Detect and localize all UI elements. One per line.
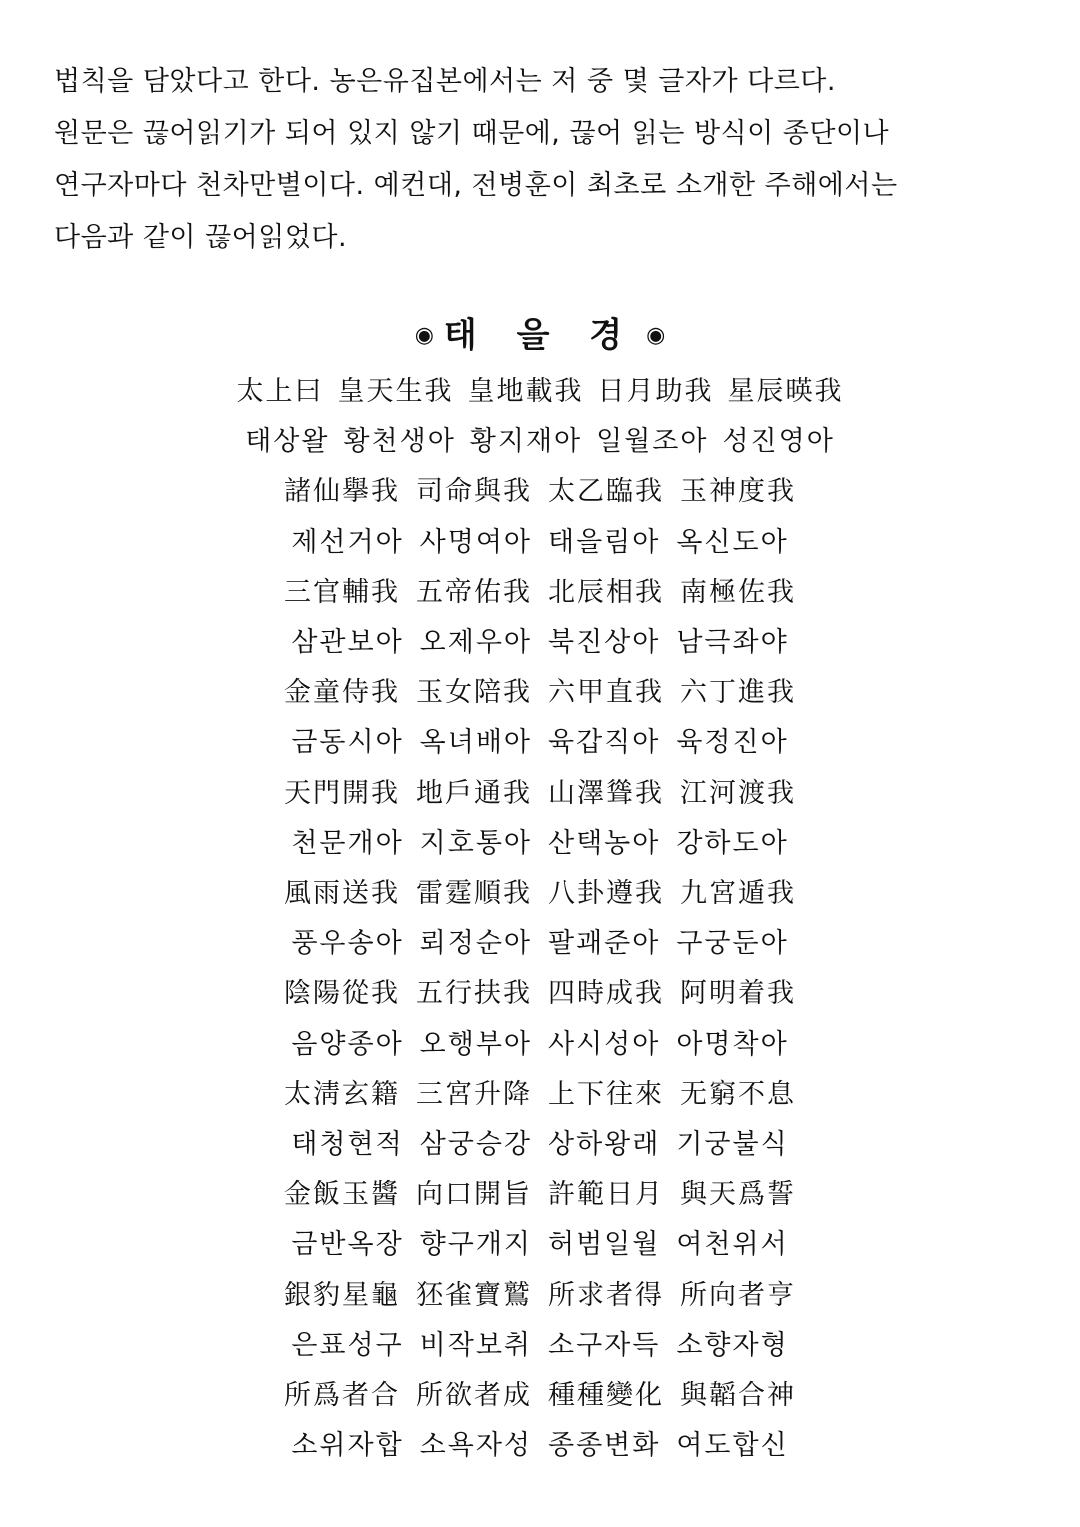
verse-phrase: 삼관보아 <box>291 627 404 658</box>
verse-phrase: 황천생아 <box>343 426 456 458</box>
verse-phrase: 風雨送我 <box>284 878 400 909</box>
verse-phrase: 옥신도아 <box>676 526 789 558</box>
verse-phrase: 六丁進我 <box>680 677 796 709</box>
verse-phrase: 地戶通我 <box>416 777 532 809</box>
verse-phrase: 오제우아 <box>419 627 532 658</box>
verse-phrase: 許範日月 <box>548 1179 664 1211</box>
hanja-verse-line <box>0 1073 1080 1117</box>
verse-phrase: 太上曰 <box>236 376 324 407</box>
verse-phrase: 五帝佑我 <box>416 576 532 608</box>
verse-phrase: 所欲者成 <box>416 1380 532 1411</box>
verse-phrase: 산택농아 <box>548 827 661 859</box>
verse-phrase: 상하왕래 <box>548 1129 661 1160</box>
verse-phrase: 江河渡我 <box>680 777 796 809</box>
hangul-verse-line <box>0 1324 1080 1368</box>
hangul-verse-line <box>0 420 1080 464</box>
hangul-verse-line <box>0 521 1080 565</box>
verse-phrase: 팔괘준아 <box>548 928 661 960</box>
verse-phrase: 금동시아 <box>291 727 404 759</box>
verse-phrase: 山澤聳我 <box>548 777 664 809</box>
verse-phrase: 소위자합 <box>291 1430 404 1462</box>
verse-phrase: 구궁둔아 <box>676 928 789 960</box>
verse-phrase: 日月助我 <box>597 376 714 407</box>
hanja-verse-line <box>0 1173 1080 1217</box>
bullseye-icon: ◉ <box>646 322 666 348</box>
verse-phrase: 풍우송아 <box>291 928 404 960</box>
hangul-verse-line <box>0 621 1080 665</box>
verse-phrase: 소욕자성 <box>419 1430 532 1462</box>
hanja-verse-line <box>0 571 1080 615</box>
verse-phrase: 陰陽從我 <box>284 978 400 1010</box>
verse-phrase: 황지재아 <box>469 426 583 458</box>
hangul-verse-line <box>0 1123 1080 1167</box>
verse-phrase: 六甲直我 <box>548 677 664 709</box>
verse-phrase: 所向者亨 <box>680 1279 796 1311</box>
verse-phrase: 與韜合神 <box>680 1380 796 1411</box>
verse-phrase: 上下往來 <box>548 1078 664 1110</box>
verse-phrase: 아명착아 <box>676 1028 789 1060</box>
verse-phrase: 八卦遵我 <box>548 878 664 909</box>
section-heading <box>0 308 1080 362</box>
intro-line: 연구자마다 천차만별이다. 예컨대, 전병훈이 최초로 소개한 주해에서는 <box>54 170 898 201</box>
hangul-verse-line <box>0 1424 1080 1468</box>
verse-phrase: 은표성구 <box>291 1329 404 1361</box>
verse-phrase: 玉神度我 <box>680 476 796 508</box>
verse-phrase: 태청현적 <box>291 1129 404 1160</box>
hanja-verse-line <box>0 872 1080 916</box>
intro-line: 다음과 같이 끊어읽었다. <box>54 222 348 253</box>
hanja-verse-line <box>0 470 1080 514</box>
verse-phrase: 皇天生我 <box>337 376 454 407</box>
verse-phrase: 諸仙擧我 <box>284 476 400 508</box>
hanja-verse-line <box>0 671 1080 715</box>
verse-phrase: 所求者得 <box>548 1279 664 1311</box>
verse-phrase: 삼궁승강 <box>419 1129 532 1160</box>
section-title: 태 을 경 <box>443 315 637 356</box>
hangul-verse-line <box>0 922 1080 966</box>
verse-phrase: 옥녀배아 <box>419 727 532 759</box>
verse-phrase: 種種變化 <box>548 1380 664 1411</box>
verse-phrase: 雷霆順我 <box>416 878 532 909</box>
hangul-verse-line <box>0 1223 1080 1267</box>
verse-phrase: 太乙臨我 <box>548 476 664 508</box>
bullseye-icon: ◉ <box>414 322 434 348</box>
verse-phrase: 제선거아 <box>291 526 404 558</box>
verse-phrase: 비작보취 <box>419 1329 532 1361</box>
verse-phrase: 소구자득 <box>548 1329 661 1361</box>
intro-line: 원문은 끊어읽기가 되어 있지 않기 때문에, 끊어 읽는 방식이 종단이나 <box>54 118 890 149</box>
verse-phrase: 천문개아 <box>291 827 404 859</box>
verse-phrase: 銀豹星龜 <box>284 1279 400 1311</box>
verse-phrase: 여천위서 <box>676 1229 789 1261</box>
verse-phrase: 강하도아 <box>676 827 789 859</box>
intro-line: 법칙을 담았다고 한다. 농은유집본에서는 저 중 몇 글자가 다르다. <box>54 66 836 97</box>
verse-phrase: 金童侍我 <box>284 677 400 709</box>
verse-phrase: 狉雀寶鷲 <box>416 1279 532 1311</box>
hanja-verse-line <box>0 1274 1080 1318</box>
verse-phrase: 육정진아 <box>676 727 789 759</box>
hanja-verse-line <box>0 972 1080 1016</box>
verse-phrase: 所爲者合 <box>284 1380 400 1411</box>
verse-phrase: 北辰相我 <box>548 576 664 608</box>
verse-phrase: 오행부아 <box>419 1028 532 1060</box>
verse-phrase: 육갑직아 <box>548 727 661 759</box>
hangul-verse-line <box>0 822 1080 866</box>
verse-phrase: 허범일월 <box>548 1229 661 1261</box>
verse-phrase: 无窮不息 <box>680 1078 796 1110</box>
verse-phrase: 소향자형 <box>676 1329 789 1361</box>
verse-phrase: 與天爲誓 <box>680 1179 796 1211</box>
verse-phrase: 기궁불식 <box>676 1129 789 1160</box>
verse-phrase: 향구개지 <box>419 1229 532 1261</box>
verse-phrase: 금반옥장 <box>291 1229 404 1261</box>
verse-phrase: 여도합신 <box>676 1430 789 1462</box>
hangul-verse-line <box>0 721 1080 765</box>
verse-phrase: 天門開我 <box>284 777 400 809</box>
verse-phrase: 南極佐我 <box>680 576 796 608</box>
verse-phrase: 성진영아 <box>722 426 835 458</box>
intro-paragraph <box>54 56 1034 264</box>
verse-phrase: 向口開旨 <box>416 1179 532 1211</box>
verse-phrase: 일월조아 <box>596 426 709 458</box>
verse-phrase: 金飯玉醬 <box>284 1179 400 1211</box>
verse-phrase: 司命與我 <box>416 476 532 508</box>
verse-phrase: 九宮遁我 <box>680 878 796 909</box>
hanja-verse-line <box>0 772 1080 816</box>
verse-phrase: 태상왈 <box>245 426 330 458</box>
verse-phrase: 四時成我 <box>548 978 664 1010</box>
verse-phrase: 玉女陪我 <box>416 677 532 709</box>
verse-phrase: 五行扶我 <box>416 978 532 1010</box>
hangul-verse-line <box>0 1023 1080 1067</box>
verse-phrase: 사명여아 <box>419 526 532 558</box>
verse-phrase: 음양종아 <box>291 1028 404 1060</box>
hanja-verse-line <box>0 1374 1080 1418</box>
verse-phrase: 사시성아 <box>548 1028 661 1060</box>
hanja-verse-line <box>0 370 1080 414</box>
verse-phrase: 阿明着我 <box>680 978 796 1010</box>
verse-phrase: 皇地載我 <box>467 376 584 407</box>
verse-phrase: 북진상아 <box>548 627 661 658</box>
verse-phrase: 三官輔我 <box>284 576 400 608</box>
verse-phrase: 뢰정순아 <box>419 928 532 960</box>
verse-phrase: 종종변화 <box>548 1430 661 1462</box>
verse-phrase: 太淸玄籍 <box>284 1078 400 1110</box>
verse-phrase: 三宮升降 <box>416 1078 532 1110</box>
verse-phrase: 星辰暎我 <box>727 376 844 407</box>
verse-phrase: 태을림아 <box>548 526 661 558</box>
verse-phrase: 남극좌야 <box>676 627 789 658</box>
verse-phrase: 지호통아 <box>419 827 532 859</box>
